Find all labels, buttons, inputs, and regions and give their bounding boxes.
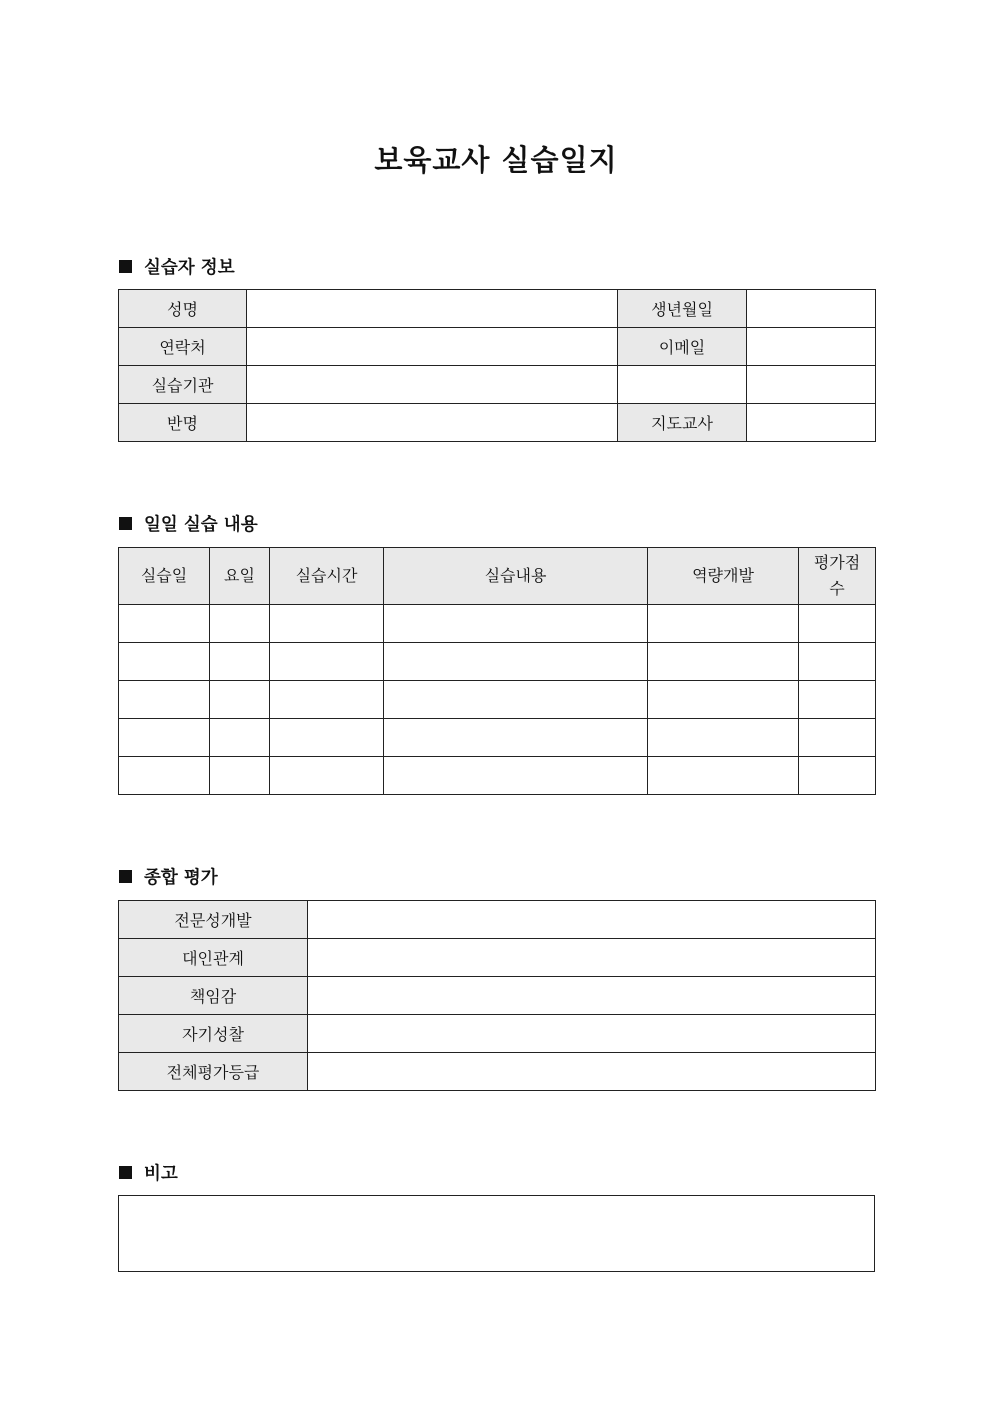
square-bullet-icon xyxy=(119,517,132,530)
daily-table xyxy=(118,547,876,795)
square-bullet-icon xyxy=(119,1166,132,1179)
email-label: 이메일 xyxy=(618,328,747,366)
content-cell[interactable] xyxy=(384,757,648,795)
day-cell[interactable] xyxy=(210,757,270,795)
evaluation-row xyxy=(119,977,876,1015)
evaluation-row xyxy=(119,939,876,977)
competency-cell[interactable] xyxy=(648,605,799,643)
date-cell[interactable] xyxy=(119,757,210,795)
column-header-score: 평가점수 xyxy=(799,548,876,605)
remarks-field[interactable] xyxy=(118,1195,875,1272)
info-row xyxy=(119,290,876,328)
day-cell[interactable] xyxy=(210,719,270,757)
content-cell[interactable] xyxy=(384,681,648,719)
section-heading-info xyxy=(119,254,235,279)
time-cell[interactable] xyxy=(270,757,384,795)
info-table xyxy=(118,289,876,442)
institution-label: 실습기관 xyxy=(119,366,247,404)
date-cell[interactable] xyxy=(119,681,210,719)
day-cell[interactable] xyxy=(210,605,270,643)
table-row xyxy=(119,757,876,795)
interpersonal-field[interactable] xyxy=(308,939,876,977)
evaluation-table xyxy=(118,900,876,1091)
supervisor-label: 지도교사 xyxy=(618,404,747,442)
section-heading-daily xyxy=(119,511,258,536)
section-heading-daily-label: 일일 실습 내용 xyxy=(144,515,258,535)
time-cell[interactable] xyxy=(270,719,384,757)
supervisor-field[interactable] xyxy=(747,404,876,442)
professional-development-field[interactable] xyxy=(308,901,876,939)
responsibility-field[interactable] xyxy=(308,977,876,1015)
date-cell[interactable] xyxy=(119,643,210,681)
section-heading-remarks-label: 비고 xyxy=(144,1164,178,1184)
class-name-label: 반명 xyxy=(119,404,247,442)
section-heading-remarks xyxy=(119,1160,178,1185)
square-bullet-icon xyxy=(119,260,132,273)
time-cell[interactable] xyxy=(270,643,384,681)
competency-cell[interactable] xyxy=(648,719,799,757)
content-cell[interactable] xyxy=(384,719,648,757)
competency-cell[interactable] xyxy=(648,643,799,681)
content-cell[interactable] xyxy=(384,643,648,681)
contact-label: 연락처 xyxy=(119,328,247,366)
birthdate-label: 생년월일 xyxy=(618,290,747,328)
score-cell[interactable] xyxy=(799,757,876,795)
page-title: 보육교사 실습일지 xyxy=(374,143,618,177)
section-heading-evaluation-label: 종합 평가 xyxy=(144,868,218,888)
evaluation-row xyxy=(119,1053,876,1091)
name-field[interactable] xyxy=(247,290,618,328)
table-row xyxy=(119,681,876,719)
section-heading-info-label: 실습자 정보 xyxy=(144,258,235,278)
column-header-competency: 역량개발 xyxy=(648,548,799,605)
column-header-date: 실습일 xyxy=(119,548,210,605)
contact-field[interactable] xyxy=(247,328,618,366)
competency-cell[interactable] xyxy=(648,681,799,719)
overall-grade-label: 전체평가등급 xyxy=(119,1053,308,1091)
score-cell[interactable] xyxy=(799,681,876,719)
column-header-time: 실습시간 xyxy=(270,548,384,605)
column-header-content: 실습내용 xyxy=(384,548,648,605)
section-heading-evaluation xyxy=(119,864,218,889)
evaluation-row xyxy=(119,901,876,939)
square-bullet-icon xyxy=(119,870,132,883)
info-row xyxy=(119,404,876,442)
table-row xyxy=(119,643,876,681)
score-cell[interactable] xyxy=(799,719,876,757)
daily-header-row xyxy=(119,548,876,605)
interpersonal-label: 대인관계 xyxy=(119,939,308,977)
table-row xyxy=(119,605,876,643)
score-cell[interactable] xyxy=(799,643,876,681)
info-row xyxy=(119,366,876,404)
email-field[interactable] xyxy=(747,328,876,366)
self-reflection-field[interactable] xyxy=(308,1015,876,1053)
competency-cell[interactable] xyxy=(648,757,799,795)
professional-development-label: 전문성개발 xyxy=(119,901,308,939)
time-cell[interactable] xyxy=(270,681,384,719)
name-label: 성명 xyxy=(119,290,247,328)
content-cell[interactable] xyxy=(384,605,648,643)
time-cell[interactable] xyxy=(270,605,384,643)
date-cell[interactable] xyxy=(119,719,210,757)
responsibility-label: 책임감 xyxy=(119,977,308,1015)
birthdate-field[interactable] xyxy=(747,290,876,328)
institution-field[interactable] xyxy=(247,366,618,404)
day-cell[interactable] xyxy=(210,681,270,719)
date-cell[interactable] xyxy=(119,605,210,643)
table-row xyxy=(119,719,876,757)
self-reflection-label: 자기성찰 xyxy=(119,1015,308,1053)
evaluation-row xyxy=(119,1015,876,1053)
blank-field-cell[interactable] xyxy=(747,366,876,404)
day-cell[interactable] xyxy=(210,643,270,681)
blank-label-cell xyxy=(618,366,747,404)
info-row xyxy=(119,328,876,366)
column-header-day: 요일 xyxy=(210,548,270,605)
overall-grade-field[interactable] xyxy=(308,1053,876,1091)
class-name-field[interactable] xyxy=(247,404,618,442)
score-cell[interactable] xyxy=(799,605,876,643)
